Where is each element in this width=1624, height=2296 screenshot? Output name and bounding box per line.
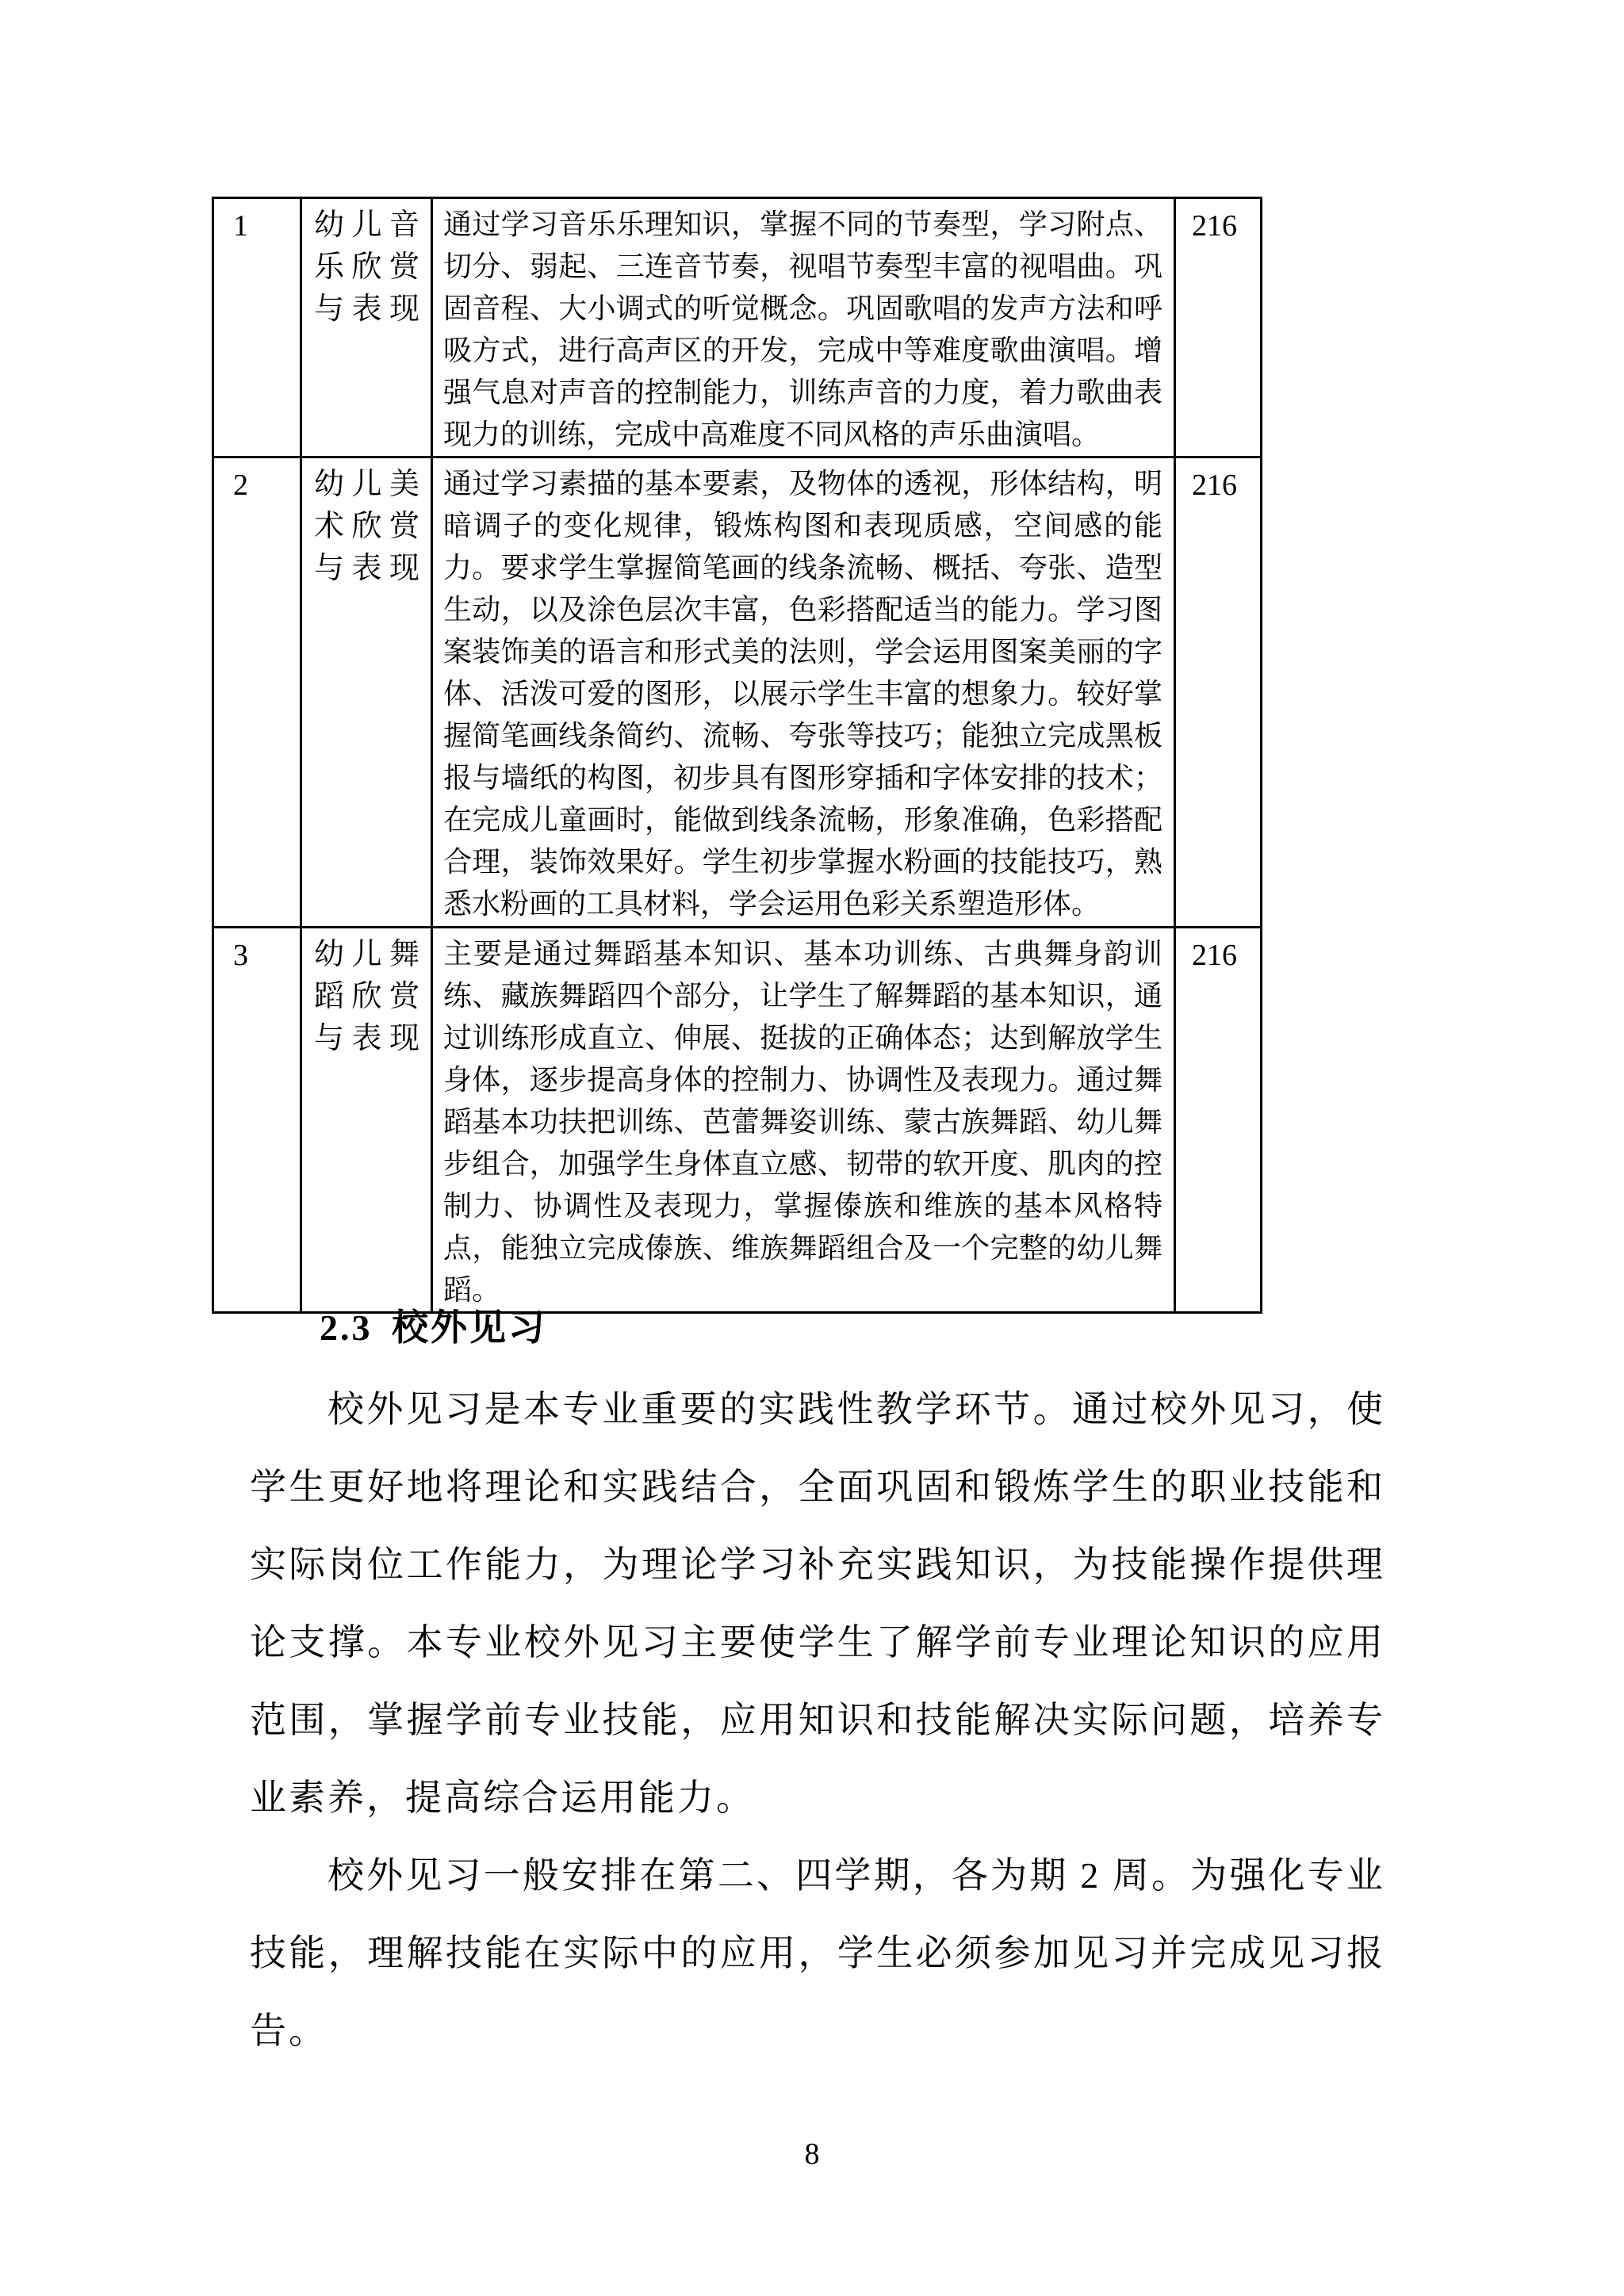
cell-description: 主要是通过舞蹈基本知识、基本功训练、古典舞身韵训练、藏族舞蹈四个部分，让学生了解舞蹈的基本知识，通过训练形成直立、伸展、挺拔的正确体态；达到解放学生身体，逐步提高身体的控制力、协调性及表现力。通过舞蹈基本功扶把训练、芭蕾舞姿训练、蒙古族舞蹈、幼儿舞步组合，加强学生身体直立感、韧带的软开度、肌肉的控制力、协调性及表现力，掌握傣族和维族的基本风格特点，能独立完成傣族、维族舞蹈组合及一个完整的幼儿舞蹈。 xyxy=(432,928,1175,1313)
body-text-block xyxy=(250,1371,1385,2070)
course-table xyxy=(212,197,1262,1314)
page-number: 8 xyxy=(804,2137,820,2171)
cell-course-name: 幼儿美术欣赏与表现 xyxy=(301,457,432,928)
cell-course-name: 幼儿舞蹈欣赏与表现 xyxy=(301,928,432,1313)
cell-description: 通过学习素描的基本要素，及物体的透视，形体结构，明暗调子的变化规律，锻炼构图和表现质感，空间感的能力。要求学生掌握简笔画的线条流畅、概括、夸张、造型生动，以及涂色层次丰富，色彩搭配适当的能力。学习图案装饰美的语言和形式美的法则，学会运用图案美丽的字体、活泼可爱的图形，以展示学生丰富的想象力。较好掌握简笔画线条简约、流畅、夸张等技巧；能独立完成黑板报与墙纸的构图，初步具有图形穿插和字体安排的技术；在完成儿童画时，能做到线条流畅，形象准确，色彩搭配合理，装饰效果好。学生初步掌握水粉画的技能技巧，熟悉水粉画的工具材料，学会运用色彩关系塑造形体。 xyxy=(432,457,1175,928)
cell-course-name: 幼儿音乐欣赏与表现 xyxy=(301,198,432,457)
table-row xyxy=(213,457,1262,928)
cell-number: 2 xyxy=(213,457,301,928)
table-row xyxy=(213,198,1262,457)
cell-number: 3 xyxy=(213,928,301,1313)
paragraph: 校外见习一般安排在第二、四学期，各为期 2 周。为强化专业技能，理解技能在实际中的应用，学生必须参加见习并完成见习报告。 xyxy=(250,1855,1385,2051)
cell-number: 1 xyxy=(213,198,301,457)
cell-hours: 216 xyxy=(1175,457,1262,928)
table-row xyxy=(213,928,1262,1313)
paragraph: 校外见习是本专业重要的实践性教学环节。通过校外见习，使学生更好地将理论和实践结合，全面巩固和锻炼学生的职业技能和实际岗位工作能力，为理论学习补充实践知识，为技能操作提供理论支撑。本专业校外见习主要使学生了解学前专业理论知识的应用范围，掌握学前专业技能，应用知识和技能解决实际问题，培养专业素养，提高综合运用能力。 xyxy=(250,1389,1385,1818)
cell-description: 通过学习音乐乐理知识，掌握不同的节奏型，学习附点、切分、弱起、三连音节奏，视唱节奏型丰富的视唱曲。巩固音程、大小调式的听觉概念。巩固歌唱的发声方法和呼吸方式，进行高声区的开发，完成中等难度歌曲演唱。增强气息对声音的控制能力，训练声音的力度，着力歌曲表现力的训练，完成中高难度不同风格的声乐曲演唱。 xyxy=(432,198,1175,457)
section-heading: 2.3 校外见习 xyxy=(320,1307,547,1348)
cell-hours: 216 xyxy=(1175,198,1262,457)
cell-hours: 216 xyxy=(1175,928,1262,1313)
